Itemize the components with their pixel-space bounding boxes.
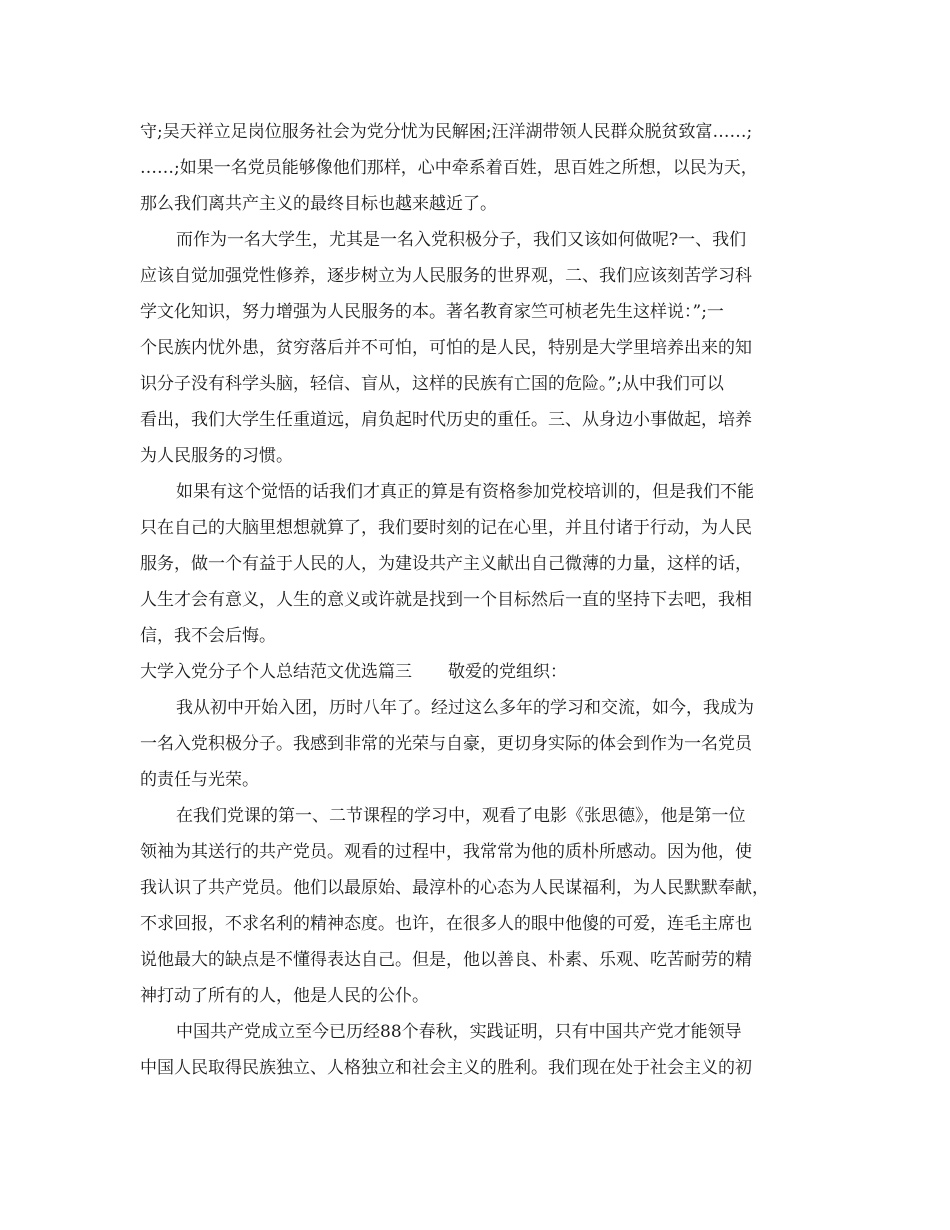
text-line: 只在自己的大脑里想想就算了，我们要时刻的记在心里，并且付诸于行动，为人民 (140, 518, 752, 538)
text-line: 人生才会有意义，人生的意义或许就是找到一个目标然后一直的坚持下去吧，我相 (140, 590, 752, 610)
text-line: 守;吴天祥立足岗位服务社会为党分忧为民解困;汪洋湖带领人民群众脱贫致富……; (140, 122, 753, 142)
text-line: 说他最大的缺点是不懂得表达自己。但是，他以善良、朴素、乐观、吃苦耐劳的精 (140, 950, 752, 970)
text-line: 信，我不会后悔。 (140, 626, 276, 646)
text-line: 的责任与光荣。 (140, 770, 259, 790)
paragraph-first-line: 而作为一名大学生，尤其是一名入党积极分子，我们又该如何做呢?一、我们 (176, 230, 747, 250)
text-line: 学文化知识，努力增强为人民服务的本。著名教育家竺可桢老先生这样说：”;一 (140, 302, 724, 322)
text-line: 神打动了所有的人，他是人民的公仆。 (140, 986, 429, 1006)
text-line: 不求回报，不求名利的精神态度。也许，在很多人的眼中他傻的可爱，连毛主席也 (140, 914, 752, 934)
text-line: ……;如果一名党员能够像他们那样，心中牵系着百姓，思百姓之所想，以民为天， (140, 158, 758, 178)
text-line: 我认识了共产党员。他们以最原始、最淳朴的心态为人民谋福利，为人民默默奉献， (140, 878, 769, 898)
paragraph-first-line: 我从初中开始入团，历时八年了。经过这么多年的学习和交流，如今，我成为 (176, 698, 754, 718)
text-line: 领袖为其送行的共产党员。观看的过程中，我常常为他的质朴所感动。因为他，使 (140, 842, 752, 862)
text-line: 识分子没有科学头脑，轻信、盲从，这样的民族有亡国的危险。”;从中我们可以 (140, 374, 724, 394)
text-line: 个民族内忧外患，贫穷落后并不可怕，可怕的是人民，特别是大学里培养出来的知 (140, 338, 752, 358)
salutation: 敬爱的党组织： (448, 662, 567, 682)
paragraph-first-line: 如果有这个觉悟的话我们才真正的算是有资格参加党校培训的，但是我们不能 (176, 482, 754, 502)
text-line: 服务，做一个有益于人民的人，为建设共产主义献出自己微薄的力量，这样的话， (140, 554, 752, 574)
text-line: 应该自觉加强党性修养，逐步树立为人民服务的世界观，二、我们应该刻苦学习科 (140, 266, 752, 286)
text-line: 一名入党积极分子。我感到非常的光荣与自豪，更切身实际的体会到作为一名党员 (140, 734, 752, 754)
paragraph-first-line: 在我们党课的第一、二节课程的学习中，观看了电影《张思德》，他是第一位 (176, 806, 746, 826)
document-body (140, 114, 820, 1086)
text-line: 中国人民取得民族独立、人格独立和社会主义的胜利。我们现在处于社会主义的初 (140, 1058, 752, 1078)
paragraph-first-line: 中国共产党成立至今已历经88个春秋，实践证明，只有中国共产党才能领导 (176, 1022, 742, 1042)
text-line: 为人民服务的习惯。 (140, 446, 293, 466)
text-line: 那么我们离共产主义的最终目标也越来越近了。 (140, 194, 497, 214)
text-line: 看出，我们大学生任重道远，肩负起时代历史的重任。三、从身边小事做起，培养 (140, 410, 752, 430)
section-heading-line (140, 654, 820, 690)
section-title: 大学入党分子个人总结范文优选篇三 (140, 662, 412, 682)
